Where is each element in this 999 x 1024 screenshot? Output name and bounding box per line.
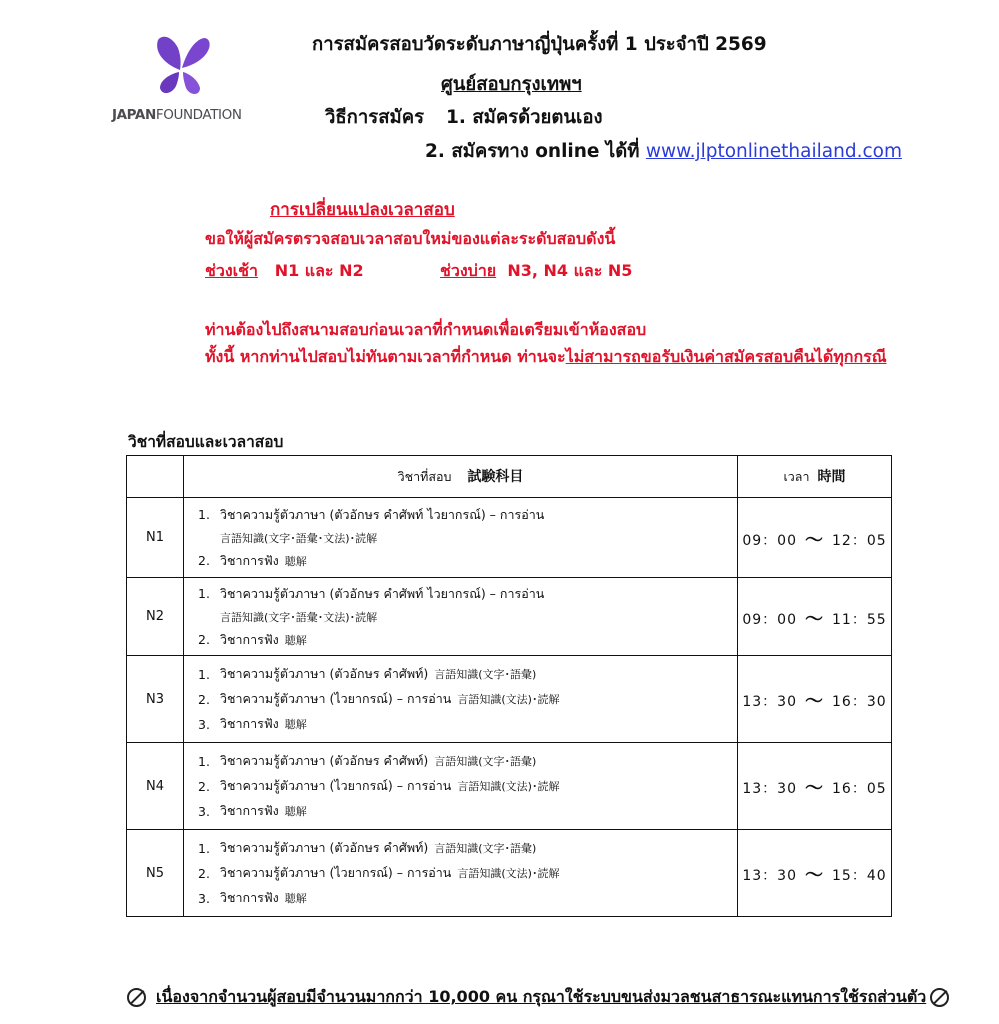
header-level-cell xyxy=(127,456,184,498)
header-subject-cell xyxy=(184,456,738,498)
subject-text: วิชาการฟัง xyxy=(220,631,279,647)
table-row xyxy=(127,830,892,917)
time-cell xyxy=(738,743,892,830)
subject-jp: 言語知識(文字･語彙･文法)･読解 xyxy=(220,610,378,624)
exam-schedule-table xyxy=(126,455,892,917)
subject-number: 2. xyxy=(198,865,210,881)
footer-text: เนื่องจากจำนวนผู้สอบมีจำนวนมากกว่า 10,000 คน กรุณาใช้ระบบขนส่งมวลชนสาธารณะแทนการใช้รถส่วนตัว xyxy=(156,987,927,1006)
notice-no-refund: ไม่สามารถขอรับเงินค่าสมัครสอบคืนได้ทุกกรณี xyxy=(565,347,887,366)
subject-number: 2. xyxy=(198,553,210,568)
section-title: วิชาที่สอบและเวลาสอบ xyxy=(128,433,284,451)
table-header-row xyxy=(127,456,892,498)
subject-cell xyxy=(184,656,738,743)
subject-line xyxy=(198,502,737,527)
tilde: 〜 xyxy=(805,778,824,799)
table-row xyxy=(127,743,892,830)
butterfly-logo-icon xyxy=(150,34,212,100)
subject-jp: 聴解 xyxy=(284,718,307,731)
subject-line xyxy=(198,548,737,573)
subject-line xyxy=(198,774,737,799)
subject-line xyxy=(198,627,737,652)
time-start: 13：30 xyxy=(742,694,797,710)
notice-line-4 xyxy=(205,345,887,370)
time-end: 16：30 xyxy=(832,694,887,710)
exam-center: ศูนย์สอบกรุงเทพฯ xyxy=(441,74,582,95)
subject-text: วิชาความรู้ตัวภาษา (ไวยากรณ์) – การอ่าน xyxy=(220,691,452,706)
subject-text: วิชาความรู้ตัวภาษา (ตัวอักษร คำศัพท์) xyxy=(220,753,429,768)
subject-jp: 言語知識(文法)･読解 xyxy=(457,693,560,706)
subject-line xyxy=(198,749,737,774)
notice-line-1: ขอให้ผู้สมัครตรวจสอบเวลาสอบใหม่ของแต่ละระดับสอบดังนี้ xyxy=(205,229,616,248)
subject-text: วิชาการฟัง xyxy=(220,890,279,905)
subject-jp: 言語知識(文法)･読解 xyxy=(457,780,560,793)
time-start: 09：00 xyxy=(742,532,797,549)
subject-line xyxy=(198,581,737,606)
notice-line-4-prefix: ทั้งนี้ หากท่านไปสอบไม่ทันตามเวลาที่กำหนด ท่านจะ xyxy=(205,347,566,366)
subject-cell xyxy=(184,743,738,830)
subject-line xyxy=(198,861,737,886)
subject-jp: 聴解 xyxy=(284,633,307,647)
level-cell: N4 xyxy=(127,743,184,830)
subject-text: วิชาความรู้ตัวภาษา (ไวยากรณ์) – การอ่าน xyxy=(220,778,452,793)
subject-number: 3. xyxy=(198,803,210,819)
subject-line xyxy=(198,886,737,911)
subject-jp: 聴解 xyxy=(284,892,307,905)
subject-number: 1. xyxy=(198,753,210,769)
table-row xyxy=(127,578,892,656)
header-time-cell xyxy=(738,456,892,498)
subject-text: วิชาความรู้ตัวภาษา (ไวยากรณ์) – การอ่าน xyxy=(220,865,452,880)
subject-jp: 言語知識(文字･語彙) xyxy=(434,668,537,681)
notice-title: การเปลี่ยนแปลงเวลาสอบ xyxy=(270,200,455,220)
subject-jp: 言語知識(文法)･読解 xyxy=(457,867,560,880)
level-cell: N5 xyxy=(127,830,184,917)
method-1: 1. สมัครด้วยตนเอง xyxy=(446,107,603,128)
method-label: วิธีการสมัคร xyxy=(325,107,425,128)
subject-line xyxy=(198,712,737,737)
page-title: การสมัครสอบวัดระดับภาษาญี่ปุ่นครั้งที่ 1 ประจำปี 2569 xyxy=(312,34,767,55)
time-start: 13：30 xyxy=(742,781,797,797)
subject-cell xyxy=(184,578,738,656)
header-time-th: เวลา xyxy=(783,469,810,484)
afternoon-label: ช่วงบ่าย xyxy=(440,261,497,280)
subject-text: วิชาการฟัง xyxy=(220,803,279,818)
header-subject-jp: 試験科目 xyxy=(467,469,524,485)
time-end: 15：40 xyxy=(832,868,887,884)
subject-number: 1. xyxy=(198,666,210,682)
subject-line xyxy=(198,836,737,861)
time-end: 11：55 xyxy=(832,611,887,628)
japan-foundation-logo xyxy=(112,34,242,126)
notice-line-3: ท่านต้องไปถึงสนามสอบก่อนเวลาที่กำหนดเพื่อเตรียมเข้าห้องสอบ xyxy=(205,320,647,339)
tilde: 〜 xyxy=(805,865,824,886)
subject-text: วิชาความรู้ตัวภาษา (ตัวอักษร คำศัพท์ ไวยากรณ์) – การอ่าน xyxy=(220,585,545,601)
time-end: 16：05 xyxy=(832,781,887,797)
subject-jp: 言語知識(文字･語彙･文法)･読解 xyxy=(220,531,378,545)
time-cell xyxy=(738,498,892,578)
header-time-jp: 時間 xyxy=(817,469,846,485)
subject-text: วิชาการฟัง xyxy=(220,716,279,731)
no-car-icon xyxy=(127,988,146,1007)
subject-jp: 言語知識(文字･語彙) xyxy=(434,755,537,768)
subject-number: 2. xyxy=(198,691,210,707)
header-subject-th: วิชาที่สอบ xyxy=(397,469,452,484)
level-cell: N1 xyxy=(127,498,184,578)
subject-line xyxy=(198,687,737,712)
time-start: 09：00 xyxy=(742,611,797,628)
subject-jp: 聴解 xyxy=(284,554,307,568)
time-start: 13：30 xyxy=(742,868,797,884)
subject-line xyxy=(198,799,737,824)
notice-afternoon xyxy=(440,259,632,284)
no-car-icon xyxy=(930,988,949,1007)
subject-number: 1. xyxy=(198,586,210,601)
application-method xyxy=(325,103,603,132)
morning-levels: N1 และ N2 xyxy=(274,261,364,280)
subject-jp: 言語知識(文字･語彙) xyxy=(434,842,537,855)
subject-text: วิชาความรู้ตัวภาษา (ตัวอักษร คำศัพท์ ไวยากรณ์) – การอ่าน xyxy=(220,506,545,522)
subject-number: 3. xyxy=(198,890,210,906)
time-cell xyxy=(738,578,892,656)
subject-cell xyxy=(184,498,738,578)
subject-cell xyxy=(184,830,738,917)
subject-number: 1. xyxy=(198,840,210,856)
website-link[interactable]: www.jlptonlinethailand.com xyxy=(645,141,902,162)
time-cell xyxy=(738,830,892,917)
tilde: 〜 xyxy=(805,691,824,712)
subject-text: วิชาความรู้ตัวภาษา (ตัวอักษร คำศัพท์) xyxy=(220,840,429,855)
subject-line xyxy=(198,662,737,687)
notice-morning xyxy=(205,259,364,284)
subject-jp: 聴解 xyxy=(284,805,307,818)
method-2: 2. สมัครทาง online ได้ที่ xyxy=(425,141,640,162)
level-cell: N3 xyxy=(127,656,184,743)
level-cell: N2 xyxy=(127,578,184,656)
subject-text: วิชาการฟัง xyxy=(220,552,279,568)
afternoon-levels: N3, N4 และ N5 xyxy=(507,261,633,280)
subject-number: 2. xyxy=(198,778,210,794)
subject-number: 2. xyxy=(198,632,210,647)
tilde: 〜 xyxy=(805,608,824,630)
subject-number: 1. xyxy=(198,507,210,522)
footer-notice xyxy=(127,985,949,1010)
table-row xyxy=(127,498,892,578)
time-cell xyxy=(738,656,892,743)
tilde: 〜 xyxy=(805,529,824,551)
table-row xyxy=(127,656,892,743)
subject-text: วิชาความรู้ตัวภาษา (ตัวอักษร คำศัพท์) xyxy=(220,666,429,681)
application-method-online xyxy=(425,137,902,166)
subject-number: 3. xyxy=(198,716,210,732)
time-end: 12：05 xyxy=(832,532,887,549)
morning-label: ช่วงเช้า xyxy=(205,261,258,280)
logo-text: JAPANFOUNDATION xyxy=(112,107,242,123)
